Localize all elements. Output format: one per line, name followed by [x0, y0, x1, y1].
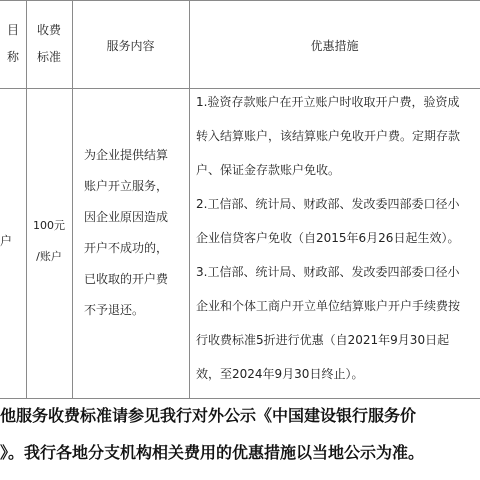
measure-line: 转入结算账户，该结算账户免收开户费。定期存款 [196, 129, 461, 143]
header-item-line1: 目 [6, 23, 19, 37]
table-bottom-border [0, 398, 480, 399]
measure-line: 企业信贷客户免收（自2015年6月26日起生效）。 [196, 231, 460, 245]
measure-line: 企业和个体工商户开立单位结算账户开户手续费按 [196, 299, 461, 313]
measure-line: 行收费标准5折进行优惠（自2021年9月30日起 [196, 333, 450, 347]
service-line: 因企业原因造成 [84, 210, 169, 224]
footer-note-line2: 》。我行各地分支机构相关费用的优惠措施以当地公示为准。 [0, 443, 425, 462]
service-line: 开户不成功的， [84, 241, 169, 255]
header-fee-line2: 标准 [36, 50, 61, 64]
column-divider-3 [189, 0, 190, 398]
row-fee-amount: 100元 [33, 219, 65, 232]
row-fee-standard [26, 218, 72, 264]
header-fee-line1: 收费 [36, 23, 61, 37]
header-item-name [0, 23, 26, 65]
row-fee-unit: /账户 [36, 250, 62, 263]
service-line: 账户开立服务， [84, 179, 169, 193]
measure-line: 户、保证金存款账户免收。 [196, 163, 341, 177]
service-line: 为企业提供结算 [84, 148, 169, 162]
service-line: 不予退还。 [84, 303, 145, 317]
row-item-name: 户 [0, 234, 13, 248]
footer-note-line1: 他服务收费标准请参见我行对外公示《中国建设银行服务价 [0, 406, 417, 425]
header-service-content: 服务内容 [106, 39, 155, 53]
measure-line: 1.验资存款账户在开立账户时收取开户费，验资成 [196, 95, 460, 109]
header-item-line2: 称 [6, 50, 19, 64]
header-fee-standard [26, 23, 72, 65]
column-divider-2 [72, 0, 73, 398]
measure-line: 3.工信部、统计局、财政部、发改委四部委口径小 [196, 265, 460, 279]
header-discount-measures: 优惠措施 [310, 39, 359, 53]
measure-line: 效，至2024年9月30日终止）。 [196, 367, 364, 381]
service-line: 已收取的开户费 [84, 272, 169, 286]
measure-line: 2.工信部、统计局、财政部、发改委四部委口径小 [196, 197, 460, 211]
